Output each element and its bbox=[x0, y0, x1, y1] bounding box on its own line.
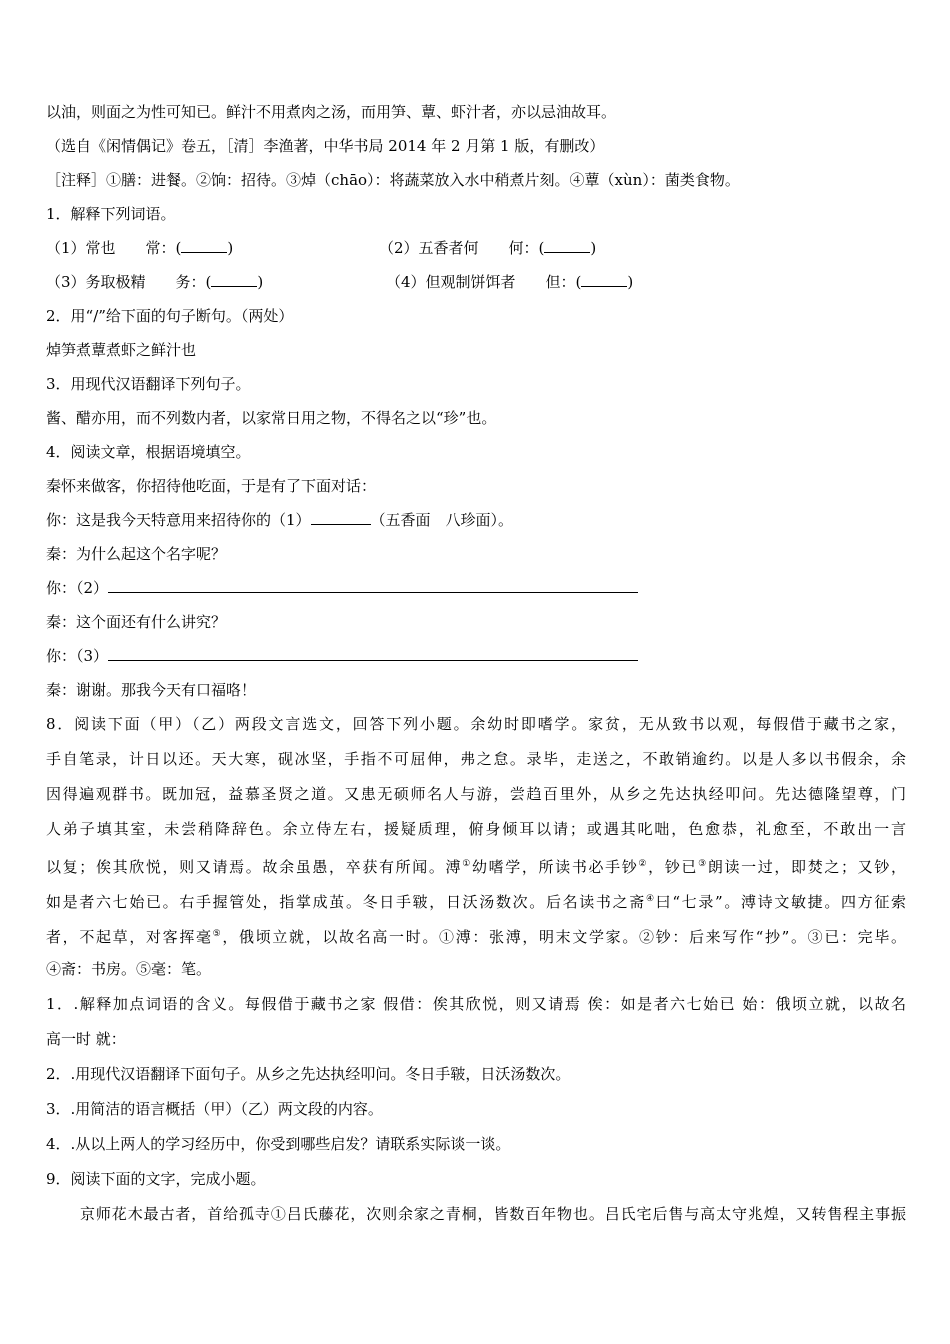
dialog-line: 你：（3） bbox=[46, 645, 906, 667]
question-4: 4．阅读文章，根据语境填空。 bbox=[46, 443, 251, 461]
passage-line: 以复；俟其欣悦，则又请焉。故余虽愚，卒获有所闻。溥①幼嗜学，所读书必手钞②，钞已③朗读一过，即焚之；又钞， bbox=[46, 858, 906, 876]
q1-item3: （3）务取极精 务：( ) bbox=[46, 273, 264, 291]
dialog-line: 秦：谢谢。那我今天有口福咯！ bbox=[46, 681, 257, 699]
q1-item1: （1）常也 常：( ) bbox=[46, 239, 234, 257]
q1-item4: （4）但观制饼饵者 但：( ) bbox=[386, 273, 634, 291]
answer-blank[interactable] bbox=[181, 238, 227, 253]
passage-line: 者，不起草，对客挥毫⑤，俄顷立就，以故名高一时。①溥：张溥，明末文学家。②钞：后来写作“抄”。③已：完毕。 bbox=[46, 928, 906, 946]
text-line: 以油，则面之为性可知已。鲜汁不用煮肉之汤，而用笋、蕈、虾汁者，亦以忌油故耳。 bbox=[46, 103, 617, 121]
answer-blank[interactable] bbox=[581, 272, 627, 287]
sub-question-1-cont: 高一时 就： bbox=[46, 1030, 126, 1048]
dialog-line: 你：这是我今天特意用来招待你的（1） （五香面 八珍面）。 bbox=[46, 511, 514, 529]
question-9: 9．阅读下面的文字，完成小题。 bbox=[46, 1170, 266, 1188]
answer-blank[interactable] bbox=[108, 578, 638, 593]
question-3-sentence: 酱、醋亦用，而不列数内者，以家常日用之物，不得名之以“珍”也。 bbox=[46, 409, 497, 427]
passage-line: 8．阅读下面（甲）（乙）两段文言选文，回答下列小题。余幼时即嗜学。家贫，无从致书以观，每假借于藏书之家， bbox=[46, 715, 906, 733]
sub-question-4: 4．.从以上两人的学习经历中，你受到哪些启发？请联系实际谈一谈。 bbox=[46, 1135, 511, 1153]
sub-question-2: 2．.用现代汉语翻译下面句子。从乡之先达执经叩问。冬日手皲，日沃汤数次。 bbox=[46, 1065, 571, 1083]
dialog-line: 秦：为什么起这个名字呢？ bbox=[46, 545, 227, 563]
passage-line: ④斋：书房。⑤毫：笔。 bbox=[46, 960, 212, 978]
sub-question-3: 3．.用简洁的语言概括（甲）（乙）两文段的内容。 bbox=[46, 1100, 383, 1118]
answer-blank[interactable] bbox=[108, 646, 638, 661]
answer-blank[interactable] bbox=[211, 272, 257, 287]
dialog-intro: 秦怀来做客，你招待他吃面，于是有了下面对话： bbox=[46, 477, 377, 495]
passage-line: 因得遍观群书。既加冠，益慕圣贤之道。又患无硕师名人与游，尝趋百里外，从乡之先达执经叩问。先达德隆望尊，门 bbox=[46, 785, 906, 803]
q1-item2: （2）五香者何 何：( ) bbox=[379, 239, 597, 257]
passage-line: 人弟子填其室，未尝稍降辞色。余立侍左右，援疑质理，俯身倾耳以请；或遇其叱咄，色愈恭，礼愈至，不敢出一言 bbox=[46, 820, 906, 838]
source-line: （选自《闲情偶记》卷五，［清］李渔著，中华书局 2014 年 2 月第 1 版，有删改） bbox=[46, 137, 605, 155]
dialog-line: 秦：这个面还有什么讲究？ bbox=[46, 613, 227, 631]
dialog-line: 你：（2） bbox=[46, 577, 906, 599]
question-3: 3．用现代汉语翻译下列句子。 bbox=[46, 375, 251, 393]
annotation-line: ［注释］①膳：进餐。②饷：招待。③焯（chāo）：将蔬菜放入水中稍煮片刻。④蕈（xùn）：菌类食物。 bbox=[46, 171, 740, 189]
sub-question-1: 1．.解释加点词语的含义。每假借于藏书之家 假借：俟其欣悦，则又请焉 俟：如是者六七始已 始：俄顷立就，以故名 bbox=[46, 995, 906, 1013]
question-1: 1．解释下列词语。 bbox=[46, 205, 176, 223]
answer-blank[interactable] bbox=[544, 238, 590, 253]
passage-line: 如是者六七始已。右手握管处，指掌成茧。冬日手皲，日沃汤数次。后名读书之斋④曰“七录”。溥诗文敏捷。四方征索 bbox=[46, 893, 906, 911]
passage-line: 京师花木最古者，首给孤寺①吕氏藤花，次则余家之青桐，皆数百年物也。吕氏宅后售与高太守兆煌，又转售程主事振 bbox=[80, 1205, 906, 1223]
question-2: 2．用“/”给下面的句子断句。（两处） bbox=[46, 307, 294, 325]
question-2-sentence: 焯笋煮蕈煮虾之鲜汁也 bbox=[46, 341, 197, 359]
passage-line: 手自笔录，计日以还。天大寒，砚冰坚，手指不可屈伸，弗之怠。录毕，走送之，不敢销逾约。以是人多以书假余，余 bbox=[46, 750, 906, 768]
answer-blank[interactable] bbox=[311, 510, 371, 525]
